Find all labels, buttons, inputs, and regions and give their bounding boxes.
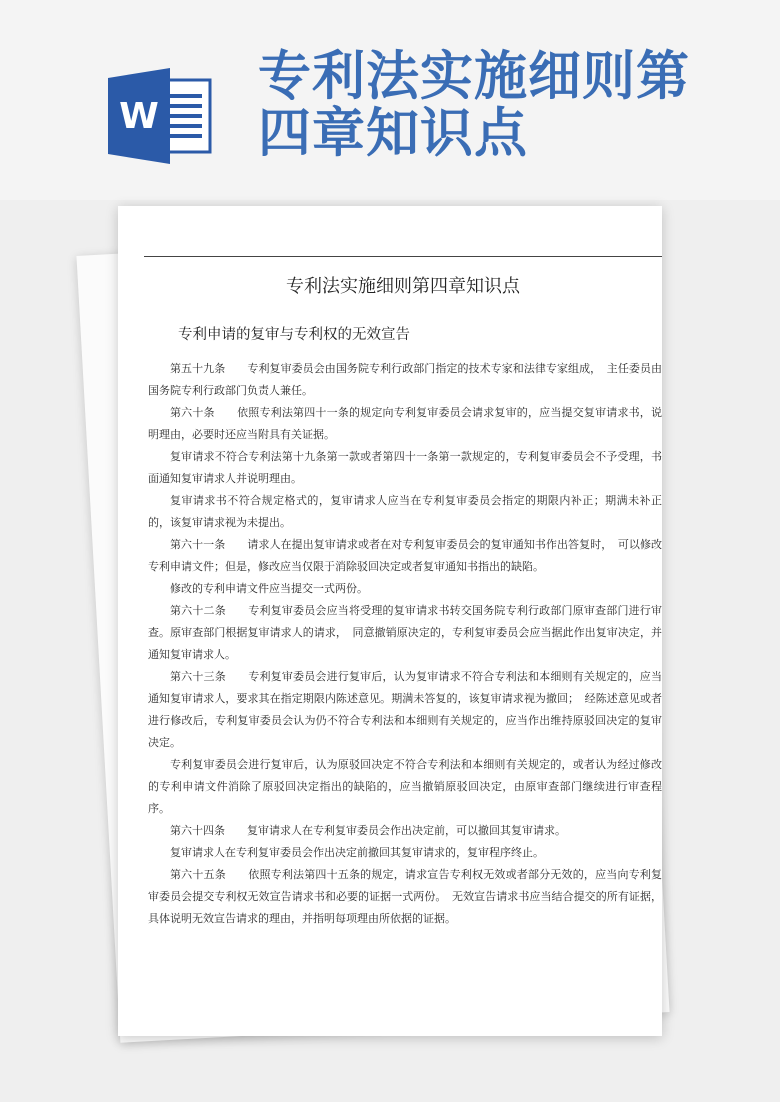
section-heading: 专利申请的复审与专利权的无效宣告: [178, 327, 410, 343]
paragraph: 复审请求不符合专利法第十九条第一款或者第四十一条第一款规定的，专利复审委员会不予受理，书面通知复审请求人并说明理由。: [148, 450, 662, 485]
word-logo-letter: W: [119, 96, 159, 137]
page-title: [258, 48, 728, 162]
paragraph: 复审请求书不符合规定格式的，复审请求人应当在专利复审委员会指定的期限内补正；期满未补正的，该复审请求视为未提出。: [148, 494, 662, 529]
paragraph: 第六十条 依照专利法第四十一条的规定向专利复审委员会请求复审的，应当提交复审请求书，说明理由，必要时还应当附具有关证据。: [148, 406, 662, 441]
paragraph: 专利复审委员会进行复审后，认为原驳回决定不符合专利法和本细则有关规定的，或者认为经过修改的专利申请文件消除了原驳回决定指出的缺陷的，应当撤销原驳回决定，由原审查部门继续进行审查程序。: [148, 758, 662, 815]
paragraph: 第六十三条 专利复审委员会进行复审后，认为复审请求不符合专利法和本细则有关规定的，应当通知复审请求人，要求其在指定期限内陈述意见。期满未答复的，该复审请求视为撤回； 经陈述意见或者进行修改后，专利复审委员会认为仍不符合专利法和本细则有关规定的，应当作出维持原驳回决定的复审决定。: [148, 670, 662, 749]
paragraph: 第六十四条 复审请求人在专利复审委员会作出决定前，可以撤回其复审请求。: [170, 824, 566, 837]
document-page: [118, 206, 662, 1036]
paragraph: 复审请求人在专利复审委员会作出决定前撤回其复审请求的，复审程序终止。: [170, 846, 544, 859]
paragraph: 第五十九条 专利复审委员会由国务院专利行政部门指定的技术专家和法律专家组成， 主任委员由国务院专利行政部门负责人兼任。: [148, 362, 662, 397]
paragraph: 修改的专利申请文件应当提交一式两份。: [170, 582, 368, 595]
page-title-line-1: 专利法实施细则第: [258, 46, 690, 107]
document-heading: 专利法实施细则第四章知识点: [286, 276, 520, 297]
document-body: [148, 358, 662, 930]
page-title-line-2: 四章知识点: [258, 103, 528, 164]
paragraph: 第六十二条 专利复审委员会应当将受理的复审请求书转交国务院专利行政部门原审查部门进行审查。原审查部门根据复审请求人的请求， 同意撤销原决定的，专利复审委员会应当据此作出复审决定，并通知复审请求人。: [148, 604, 662, 661]
word-icon: [108, 68, 212, 164]
header-rule: [144, 256, 662, 257]
paragraph: 第六十五条 依照专利法第四十五条的规定，请求宣告专利权无效或者部分无效的，应当向专利复审委员会提交专利权无效宣告请求书和必要的证据一式两份。 无效宣告请求书应当结合提交的所有证据，具体说明无效宣告请求的理由，并指明每项理由所依据的证据。: [148, 868, 662, 925]
paragraph: 第六十一条 请求人在提出复审请求或者在对专利复审委员会的复审通知书作出答复时， 可以修改专利申请文件；但是，修改应当仅限于消除驳回决定或者复审通知书指出的缺陷。: [148, 538, 662, 573]
